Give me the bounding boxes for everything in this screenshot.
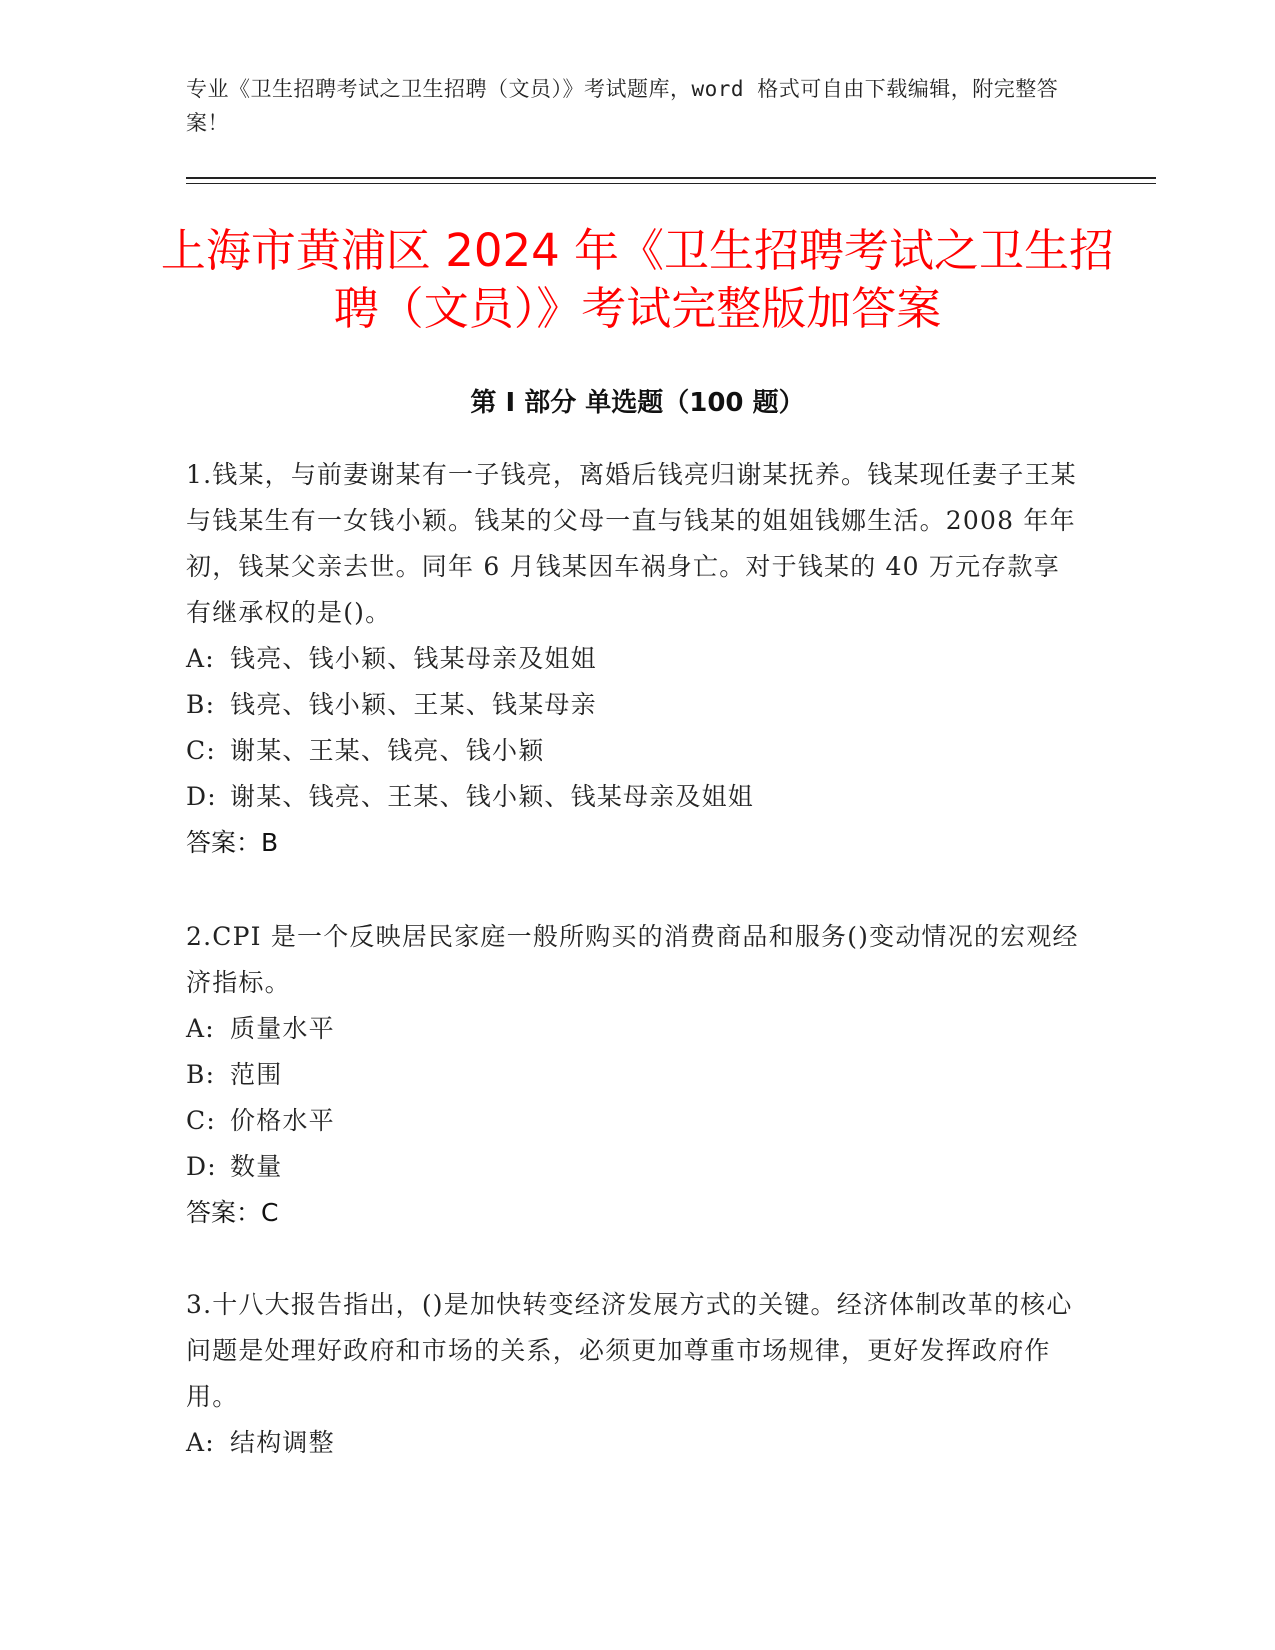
option-c — [186, 728, 1086, 774]
option-a — [186, 1420, 1086, 1466]
option-a — [186, 636, 1086, 682]
option-d — [186, 774, 1086, 820]
option-key: A: — [186, 1428, 215, 1457]
option-key: A: — [186, 1014, 215, 1043]
option-text: 价格水平 — [230, 1106, 335, 1135]
question-text: 1.钱某，与前妻谢某有一子钱亮，离婚后钱亮归谢某抚养。钱某现任妻子王某与钱某生有一女钱小颖。钱某的父母一直与钱某的姐姐钱娜生活。2008 年年初，钱某父亲去世。同年 6 月钱某因车祸身亡。对于钱某的 40 万元存款享有继承权的是()。 — [186, 460, 1077, 627]
question-3 — [186, 1282, 1086, 1466]
option-key: C: — [186, 736, 216, 765]
answer: 答案：C — [186, 1198, 279, 1227]
option-key: A: — [186, 644, 215, 673]
option-key: D: — [186, 1152, 217, 1181]
question-text: 2.CPI 是一个反映居民家庭一般所购买的消费商品和服务()变动情况的宏观经济指标。 — [186, 922, 1079, 997]
header-note: 专业《卫生招聘考试之卫生招聘（文员）》考试题库，word 格式可自由下载编辑，附完整答案！ — [186, 77, 1059, 135]
option-b — [186, 1052, 1086, 1098]
option-text: 钱亮、钱小颖、钱某母亲及姐姐 — [230, 644, 597, 673]
option-key: D: — [186, 782, 217, 811]
document-title: 上海市黄浦区 2024 年《卫生招聘考试之卫生招聘（文员）》考试完整版加答案 — [160, 224, 1115, 335]
section-heading: 第 I 部分 单选题（100 题） — [470, 388, 805, 418]
option-text: 结构调整 — [230, 1428, 335, 1457]
option-text: 谢某、王某、钱亮、钱小颖 — [230, 736, 545, 765]
question-text: 3.十八大报告指出，()是加快转变经济发展方式的关键。经济体制改革的核心问题是处理好政府和市场的关系，必须更加尊重市场规律，更好发挥政府作用。 — [186, 1290, 1073, 1411]
option-key: C: — [186, 1106, 216, 1135]
option-b — [186, 682, 1086, 728]
option-d — [186, 1144, 1086, 1190]
option-key: B: — [186, 690, 216, 719]
option-text: 范围 — [230, 1060, 283, 1089]
option-key: B: — [186, 1060, 216, 1089]
header-divider-thin — [186, 183, 1156, 184]
header-divider-thick — [186, 177, 1156, 179]
option-text: 谢某、钱亮、王某、钱小颖、钱某母亲及姐姐 — [230, 782, 755, 811]
option-text: 质量水平 — [230, 1014, 335, 1043]
option-c — [186, 1098, 1086, 1144]
option-text: 钱亮、钱小颖、王某、钱某母亲 — [230, 690, 597, 719]
option-text: 数量 — [230, 1152, 283, 1181]
question-1 — [186, 452, 1086, 866]
option-a — [186, 1006, 1086, 1052]
question-2 — [186, 914, 1086, 1236]
answer: 答案：B — [186, 828, 279, 857]
